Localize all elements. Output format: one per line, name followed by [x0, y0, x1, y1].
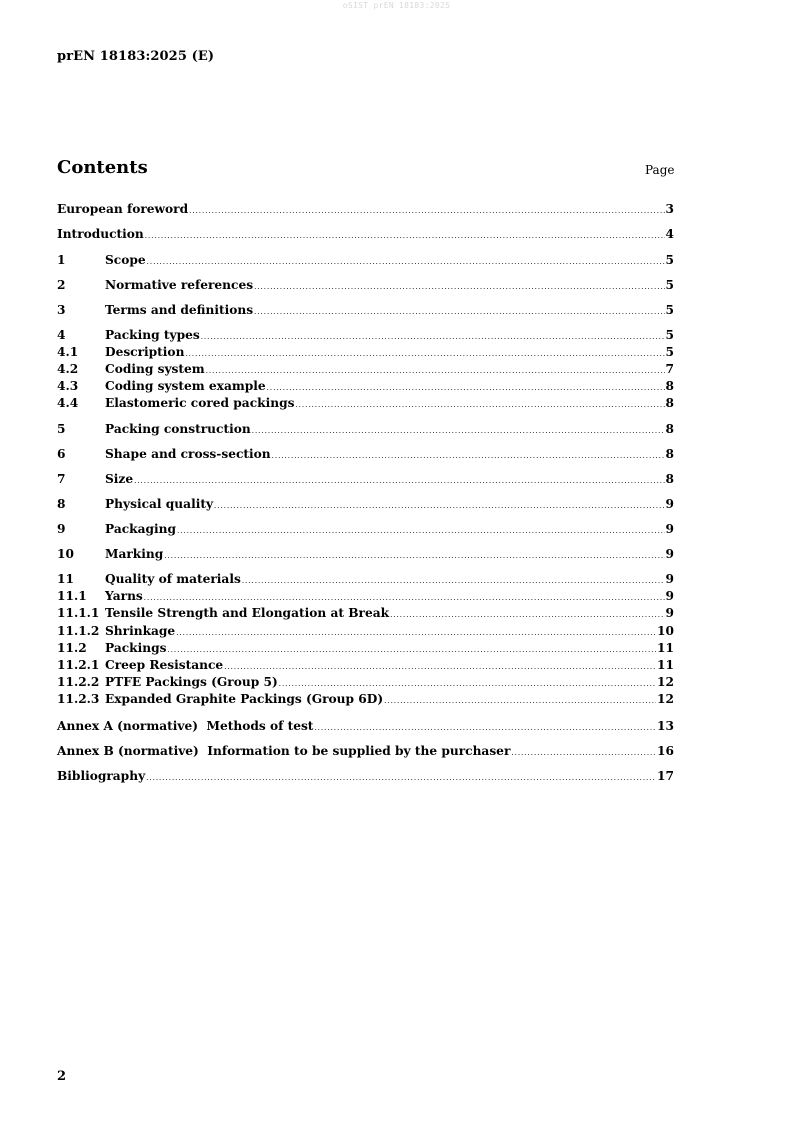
toc-leader-dots	[295, 397, 664, 413]
page-number: 2	[57, 1069, 67, 1084]
toc-leader-dots	[314, 720, 656, 736]
toc-entry[interactable]	[57, 546, 674, 562]
toc-entry-title: Introduction	[57, 227, 144, 241]
toc-entry-title: Elastomeric cored packings	[105, 396, 295, 410]
toc-leader-dots	[134, 473, 664, 489]
toc-leader-dots	[145, 228, 665, 244]
toc-entry-page: 4	[665, 227, 674, 241]
toc-leader-dots	[254, 279, 664, 295]
toc-entry-title: Quality of materials	[105, 572, 241, 586]
toc-entry-title: Bibliography	[57, 769, 146, 783]
toc-entry-title: Coding system example	[105, 379, 266, 393]
toc-entry[interactable]	[57, 421, 674, 437]
toc-leader-dots	[177, 523, 664, 539]
toc-entry-title: Normative references	[105, 278, 254, 292]
toc-entry-title: Yarns	[105, 589, 143, 603]
toc-entry-page: 10	[657, 624, 674, 638]
toc-entry-page: 5	[665, 345, 674, 359]
toc-entry-page: 5	[665, 253, 674, 267]
toc-entry[interactable]	[57, 252, 674, 268]
toc-entry[interactable]	[57, 201, 674, 217]
toc-entry-title: Marking	[105, 547, 164, 561]
toc-leader-dots	[224, 659, 656, 675]
watermark: oSIST prEN 18183:2025	[342, 1, 451, 10]
toc-entry-number: 9	[57, 522, 66, 536]
toc-entry-number: 4.4	[57, 396, 79, 410]
toc-entry-page: 8	[665, 422, 674, 436]
toc-entry-page: 9	[665, 547, 674, 561]
toc-leader-dots	[176, 625, 656, 641]
toc-entry-number: 11.1.1	[57, 606, 100, 620]
toc-entry[interactable]	[57, 743, 674, 759]
toc-entry[interactable]	[57, 226, 674, 242]
toc-entry-number: 4	[57, 328, 66, 342]
toc-leader-dots	[390, 607, 664, 623]
toc-entry-page: 12	[657, 692, 674, 706]
toc-entry-title: Coding system	[105, 362, 205, 376]
toc-entry-page: 16	[657, 744, 674, 758]
toc-entry-page: 13	[657, 719, 674, 733]
toc-entry-number: 3	[57, 303, 66, 317]
toc-leader-dots	[242, 573, 665, 589]
toc-entry-page: 8	[665, 396, 674, 410]
toc-entry-number: 8	[57, 497, 66, 511]
toc-entry-title: Packings	[105, 641, 167, 655]
toc-leader-dots	[201, 329, 665, 345]
toc-leader-dots	[384, 693, 656, 709]
toc-entry-page: 5	[665, 278, 674, 292]
toc-entry-number: 11.2.3	[57, 692, 100, 706]
toc-entry-title: Packaging	[105, 522, 177, 536]
toc-entry[interactable]	[57, 344, 674, 360]
toc-entry[interactable]	[57, 718, 674, 734]
toc-entry[interactable]	[57, 446, 674, 462]
toc-entry[interactable]	[57, 378, 674, 394]
toc-leader-dots	[164, 548, 664, 564]
toc-entry-page: 8	[665, 447, 674, 461]
toc-entry[interactable]	[57, 605, 674, 621]
toc-entry-title: Scope	[105, 253, 146, 267]
toc-leader-dots	[167, 642, 656, 658]
toc-entry-number: 11.2	[57, 641, 87, 655]
toc-entry[interactable]	[57, 768, 674, 784]
toc-entry-title: European foreword	[57, 202, 189, 216]
toc-entry-number: 10	[57, 547, 74, 561]
toc-entry-page: 7	[665, 362, 674, 376]
toc-entry-number: 4.3	[57, 379, 79, 393]
toc-entry-number: 7	[57, 472, 66, 486]
toc-entry-number: 2	[57, 278, 66, 292]
toc-entry[interactable]	[57, 327, 674, 343]
toc-entry-number: 1	[57, 253, 66, 267]
toc-entry-number: 4.1	[57, 345, 79, 359]
toc-leader-dots	[267, 380, 665, 396]
toc-leader-dots	[279, 676, 656, 692]
toc-entry-number: 11.1	[57, 589, 87, 603]
toc-entry[interactable]	[57, 302, 674, 318]
toc-entry-number: 11.2.1	[57, 658, 100, 672]
toc-entry-number: 11	[57, 572, 74, 586]
toc-entry-page: 12	[657, 675, 674, 689]
toc-entry-page: 11	[657, 641, 674, 655]
toc-leader-dots	[185, 346, 664, 362]
toc-entry-title: Expanded Graphite Packings (Group 6D)	[105, 692, 384, 706]
toc-entry-page: 5	[665, 303, 674, 317]
toc-entry-title: Annex B (normative) Information to be supplied by the purchaser	[57, 744, 511, 758]
toc-leader-dots	[206, 363, 665, 379]
toc-entry-page: 9	[665, 606, 674, 620]
toc-leader-dots	[511, 745, 656, 761]
toc-entry-page: 9	[665, 572, 674, 586]
toc-entry-title: Shrinkage	[105, 624, 176, 638]
toc-entry[interactable]	[57, 640, 674, 656]
toc-entry[interactable]	[57, 691, 674, 707]
toc-entry-title: Annex A (normative) Methods of test	[57, 719, 314, 733]
toc-entry-title: Description	[105, 345, 185, 359]
toc-leader-dots	[272, 448, 665, 464]
toc-entry[interactable]	[57, 657, 674, 673]
contents-heading: Contents	[57, 157, 148, 178]
toc-entry-page: 17	[657, 769, 674, 783]
toc-entry-number: 5	[57, 422, 66, 436]
toc-entry-title: Creep Resistance	[105, 658, 224, 672]
toc-entry-number: 11.2.2	[57, 675, 100, 689]
toc-entry-page: 11	[657, 658, 674, 672]
toc-entry-title: PTFE Packings (Group 5)	[105, 675, 278, 689]
toc-leader-dots	[147, 254, 665, 270]
toc-leader-dots	[252, 423, 665, 439]
toc-entry-title: Shape and cross-section	[105, 447, 271, 461]
toc-entry[interactable]	[57, 471, 674, 487]
toc-leader-dots	[144, 590, 665, 606]
toc-entry-title: Tensile Strength and Elongation at Break	[105, 606, 390, 620]
toc-entry-number: 4.2	[57, 362, 79, 376]
toc-entry-page: 8	[665, 472, 674, 486]
toc-entry-title: Size	[105, 472, 134, 486]
toc-entry-page: 5	[665, 328, 674, 342]
toc-entry-title: Packing construction	[105, 422, 251, 436]
toc-entry-number: 6	[57, 447, 66, 461]
toc-leader-dots	[189, 203, 664, 219]
toc-entry-title: Packing types	[105, 328, 200, 342]
toc-entry-page: 9	[665, 589, 674, 603]
toc-entry[interactable]	[57, 521, 674, 537]
toc-entry[interactable]	[57, 277, 674, 293]
toc-entry-page: 9	[665, 497, 674, 511]
toc-entry-number: 11.1.2	[57, 624, 100, 638]
toc-entry[interactable]	[57, 588, 674, 604]
toc-entry-page: 8	[665, 379, 674, 393]
toc-entry[interactable]	[57, 395, 674, 411]
toc-leader-dots	[214, 498, 664, 514]
toc-entry[interactable]	[57, 571, 674, 587]
toc-entry[interactable]	[57, 361, 674, 377]
toc-leader-dots	[146, 770, 656, 786]
toc-entry[interactable]	[57, 674, 674, 690]
toc-entry-page: 3	[665, 202, 674, 216]
toc-entry[interactable]	[57, 623, 674, 639]
toc-leader-dots	[254, 304, 664, 320]
toc-entry-title: Physical quality	[105, 497, 214, 511]
page-column-label: Page	[645, 163, 675, 177]
toc-entry[interactable]	[57, 496, 674, 512]
toc-entry-page: 9	[665, 522, 674, 536]
document-identifier: prEN 18183:2025 (E)	[57, 49, 215, 64]
toc-entry-title: Terms and definitions	[105, 303, 254, 317]
